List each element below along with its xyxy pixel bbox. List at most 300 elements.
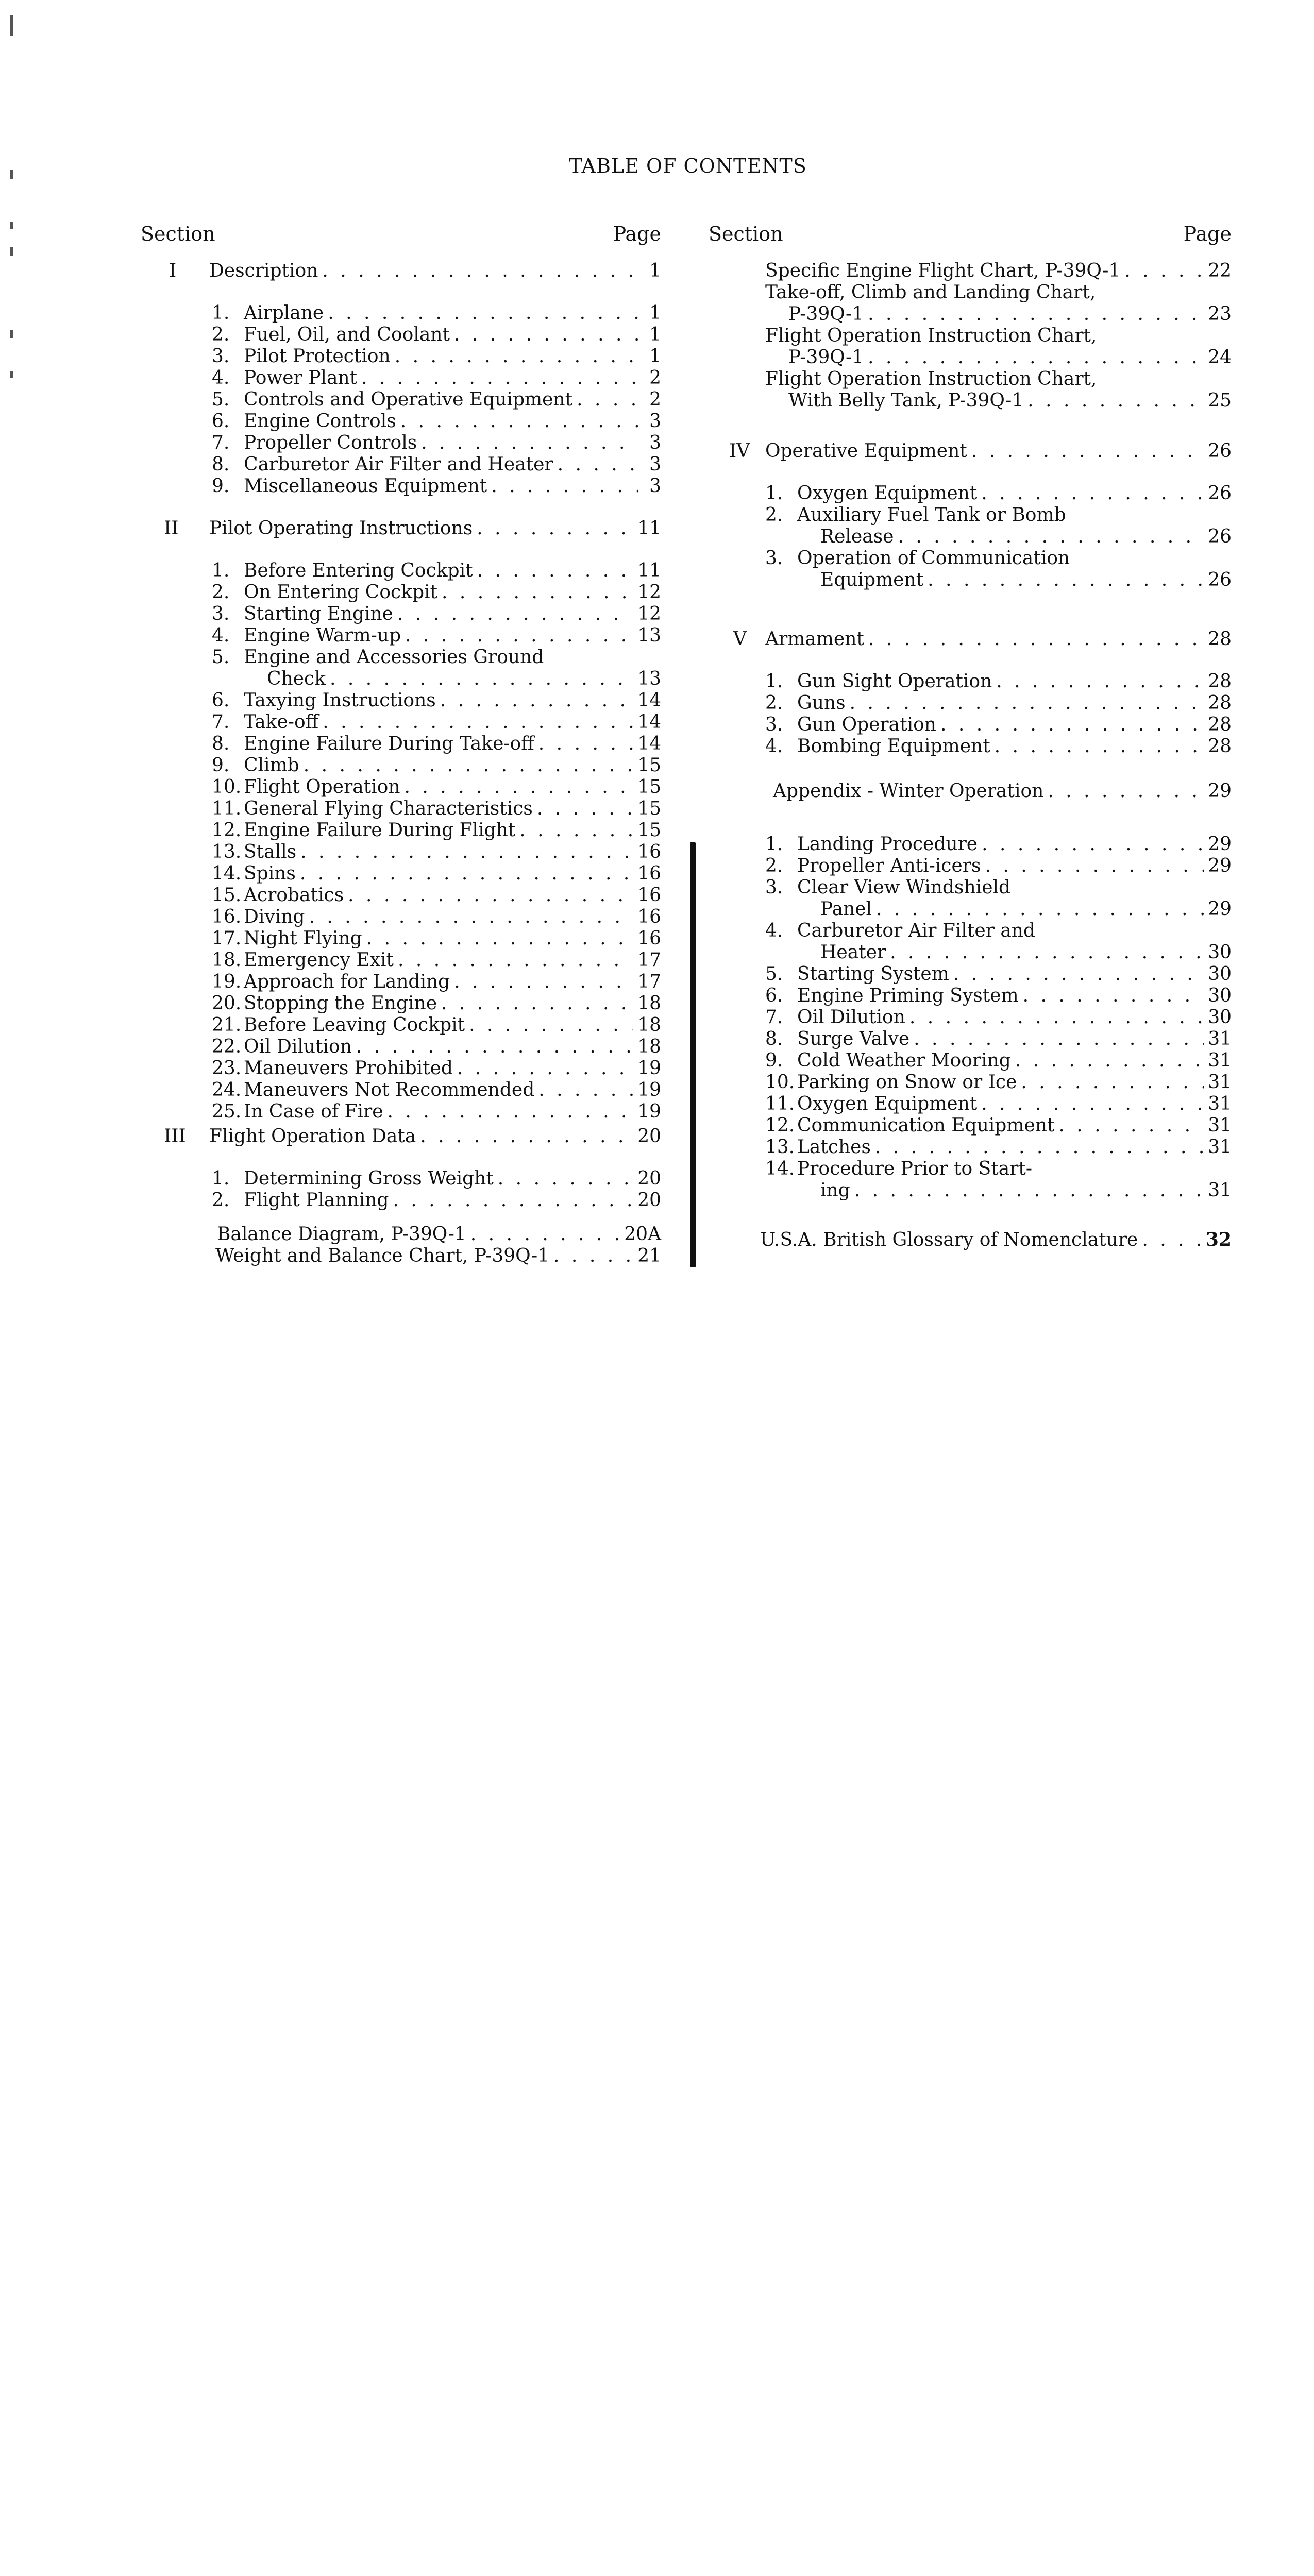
entry-title: Miscellaneous Equipment [244,476,487,497]
entry-page: 31 [1208,1072,1232,1093]
entry-page: 2 [649,367,661,388]
dot-leader [323,711,633,733]
entry-title-continued: Heater [820,942,886,963]
page-header: Page [1183,223,1232,245]
entry-page: 30 [1208,942,1232,963]
entry-title: Cold Weather Mooring [797,1050,1011,1071]
entry-title: With Belly Tank, P-39Q-1 [788,390,1024,411]
toc-entry[interactable] [212,1168,661,1190]
toc-entry[interactable] [212,1079,661,1101]
entry-number: 3. [212,603,230,624]
dot-leader [440,690,633,711]
entry-page: 28 [1208,736,1232,757]
entry-title: On Entering Cockpit [244,582,437,603]
entry-title: Approach for Landing [244,971,450,992]
toc-entry-continuation[interactable] [820,942,1232,963]
entry-title: Acrobatics [244,885,344,906]
toc-entry[interactable] [765,877,1232,899]
entry-title: Communication Equipment [797,1115,1055,1136]
entry-title: Auxiliary Fuel Tank or Bomb [797,504,1066,526]
entry-number: 18. [212,950,242,971]
toc-entry[interactable] [765,1137,1232,1158]
entry-number: 14. [212,863,242,884]
toc-entry[interactable] [765,504,1232,526]
entry-number: 4. [212,625,230,646]
entry-number: 8. [765,1028,783,1049]
dot-leader [940,714,1204,736]
toc-entry[interactable] [212,582,661,603]
toc-entry[interactable] [212,603,661,625]
toc-entry[interactable] [765,834,1232,855]
dot-leader [442,582,633,603]
entry-number: 2. [212,1190,230,1211]
entry-number: 2. [765,855,783,876]
toc-entry[interactable] [212,432,661,454]
entry-page: 29 [1208,834,1232,855]
toc-entry[interactable] [765,1028,1232,1050]
entry-number: 11. [212,798,242,819]
entry-page: 32 [1205,1229,1232,1250]
entry-number: 9. [765,1050,783,1071]
dot-leader [477,560,634,582]
toc-entry[interactable] [209,1126,661,1147]
toc-entry[interactable] [212,755,661,776]
entry-page: 16 [637,928,661,949]
entry-page: 14 [637,690,661,711]
dot-leader [981,483,1204,504]
section-header: Section [141,223,215,245]
toc-entry[interactable] [212,690,661,711]
entry-page: 11 [637,518,661,539]
entry-page: 1 [649,302,661,324]
dot-leader [577,389,638,411]
entry-title: Maneuvers Not Recommended [244,1079,535,1100]
entry-number: 9. [212,755,230,776]
entry-title: Latches [797,1137,871,1158]
toc-entry[interactable] [765,1115,1232,1137]
entry-page: 17 [637,971,661,992]
entry-page: 1 [649,346,661,367]
entry-number: 3. [765,714,783,735]
entry-page: 28 [1208,714,1232,735]
entry-title: Flight Operation [244,776,400,798]
entry-title: Gun Operation [797,714,936,735]
entry-title: Spins [244,863,296,884]
toc-entry[interactable] [765,920,1232,942]
entry-number: 13. [765,1137,795,1158]
dot-leader [300,863,633,885]
dot-leader [909,1007,1204,1028]
entry-number: 1. [765,671,783,692]
toc-entry-continuation[interactable] [820,1180,1232,1201]
entry-number: 1. [765,483,783,504]
entry-title: Parking on Snow or Ice [797,1072,1017,1093]
entry-title: Diving [244,906,305,927]
dot-leader [1142,1229,1202,1251]
toc-entry[interactable] [765,714,1232,736]
chart-entry[interactable] [788,390,1232,412]
dot-leader [300,841,633,863]
toc-entry[interactable] [212,647,661,668]
dot-leader [309,906,633,928]
entry-page: 3 [649,411,661,432]
entry-page: 1 [649,324,661,345]
entry-page: 2 [649,389,661,410]
entry-page: 30 [1208,963,1232,985]
toc-entry[interactable] [212,454,661,476]
dot-leader [361,367,638,389]
entry-page: 26 [1208,526,1232,547]
entry-page: 19 [637,1058,661,1079]
toc-entry[interactable] [209,518,661,539]
dot-leader [985,855,1204,877]
toc-entry[interactable] [215,1245,661,1267]
page-header: Page [613,223,661,245]
entry-title: P-39Q-1 [788,303,864,325]
entry-title: Engine Priming System [797,985,1019,1006]
toc-entry[interactable] [212,863,661,885]
toc-entry[interactable] [765,963,1232,985]
entry-page: 31 [1208,1137,1232,1158]
entry-page: 13 [637,668,661,689]
entry-page: 28 [1208,629,1232,650]
entry-page: 26 [1208,569,1232,590]
entry-page: 3 [649,432,661,453]
entry-page: 31 [1208,1180,1232,1201]
dot-leader [441,993,633,1014]
dot-leader [995,736,1204,757]
entry-page: 24 [1208,347,1232,368]
dot-leader [537,798,633,820]
entry-number: 15. [212,885,242,906]
toc-entry[interactable] [765,548,1232,569]
dot-leader [996,671,1204,692]
dot-leader [454,324,638,346]
entry-title: Take-off [244,711,319,733]
toc-entry[interactable] [765,440,1232,462]
entry-title: Stalls [244,841,297,862]
entry-number: 23. [212,1058,242,1079]
page-title: TABLE OF CONTENTS [569,155,807,177]
entry-number: 3. [765,548,783,569]
dot-leader [393,1190,633,1211]
entry-number: 1. [212,560,230,581]
entry-page: 15 [637,755,661,776]
entry-page: 12 [637,603,661,624]
entry-number: 12. [212,820,242,841]
toc-entry[interactable] [212,820,661,841]
entry-page: 29 [1208,855,1232,876]
entry-title: Airplane [244,302,324,324]
entry-title: Oil Dilution [244,1036,352,1057]
toc-entry[interactable] [212,1058,661,1079]
dot-leader [477,518,633,539]
entry-page: 16 [637,841,661,862]
entry-page: 28 [1208,692,1232,714]
dot-leader [890,942,1204,963]
toc-entry[interactable] [212,776,661,798]
dot-leader [868,629,1204,650]
toc-entry[interactable] [212,711,661,733]
entry-number: 4. [765,920,783,941]
entry-number: 21. [212,1014,242,1036]
dot-leader [538,733,633,755]
toc-entry[interactable] [212,625,661,647]
entry-number: 6. [765,985,783,1006]
dot-leader [398,950,633,971]
dot-leader [405,625,633,647]
entry-page: 15 [637,820,661,841]
dot-leader [1058,1115,1204,1137]
entry-title: Flight Planning [244,1190,389,1211]
entry-title: Specific Engine Flight Chart, P-39Q-1 [765,260,1121,281]
toc-entry[interactable] [212,367,661,389]
entry-page: 17 [637,950,661,971]
entry-number: 8. [212,454,230,475]
toc-entry[interactable] [765,629,1232,650]
dot-leader [1048,781,1204,802]
entry-number: 25. [212,1101,242,1122]
dot-leader [868,303,1204,325]
dot-leader [928,569,1204,591]
dot-leader [397,603,633,625]
entry-title-continued: Panel [820,899,872,920]
section-numeral: IV [729,440,750,462]
toc-entry[interactable] [765,1158,1232,1180]
dot-leader [304,755,633,776]
entry-page: 16 [637,906,661,927]
entry-number: 9. [212,476,230,497]
dot-leader [876,899,1204,920]
toc-entry[interactable] [212,950,661,971]
entry-title: Propeller Controls [244,432,417,453]
toc-entry[interactable] [212,928,661,950]
section-header: Section [709,223,783,245]
entry-number: 7. [212,432,230,453]
entry-title: Oxygen Equipment [797,1093,978,1114]
entry-title: Maneuvers Prohibited [244,1058,453,1079]
entry-page: 15 [637,776,661,798]
entry-page: 20 [637,1126,661,1147]
toc-entry[interactable] [212,302,661,324]
dot-leader [868,347,1204,368]
chart-entry[interactable] [788,303,1232,325]
chart-entry-title[interactable]: Take-off, Climb and Landing Chart, [765,282,1096,303]
entry-title-continued: Check [267,668,326,689]
toc-entry[interactable] [212,324,661,346]
entry-page: 30 [1208,1007,1232,1028]
toc-entry[interactable] [212,1014,661,1036]
toc-entry[interactable] [765,483,1232,504]
toc-entry[interactable] [212,476,661,497]
entry-number: 2. [765,692,783,714]
toc-entry[interactable] [765,1007,1232,1028]
dot-leader [366,928,633,950]
entry-page: 1 [649,260,661,281]
entry-page: 14 [637,711,661,733]
section-numeral: V [733,629,747,650]
toc-entry-continuation[interactable] [820,526,1232,548]
toc-entry[interactable] [212,733,661,755]
toc-entry[interactable] [212,389,661,411]
entry-page: 16 [637,885,661,906]
dot-leader [519,820,633,841]
entry-page: 18 [637,1036,661,1057]
entry-title: General Flying Characteristics [244,798,533,819]
dot-leader [558,454,638,476]
entry-title: Description [209,260,318,281]
entry-number: 2. [212,324,230,345]
entry-page: 11 [637,560,661,581]
entry-page: 30 [1208,985,1232,1006]
entry-title: Stopping the Engine [244,993,437,1014]
toc-entry[interactable] [765,671,1232,692]
toc-entry[interactable] [212,1036,661,1058]
toc-entry[interactable] [765,985,1232,1007]
toc-entry[interactable] [765,1050,1232,1072]
entry-number: 10. [212,776,242,798]
dot-leader [470,1224,620,1245]
toc-entry-continuation[interactable] [820,569,1232,591]
entry-number: 4. [765,736,783,757]
entry-title: Engine Warm-up [244,625,401,646]
entry-number: 1. [212,302,230,324]
toc-entry[interactable] [212,841,661,863]
entry-number: 5. [765,963,783,985]
entry-page: 21 [637,1245,661,1266]
toc-entry[interactable] [760,1229,1232,1251]
toc-entry[interactable] [765,692,1232,714]
entry-page: 14 [637,733,661,754]
chart-entry[interactable] [765,260,1232,282]
toc-entry[interactable] [209,260,661,282]
toc-entry[interactable] [773,781,1232,802]
entry-title-continued: Equipment [820,569,924,590]
toc-entry[interactable] [765,1093,1232,1115]
chart-entry[interactable] [788,347,1232,368]
entry-number: 2. [765,504,783,526]
toc-entry[interactable] [217,1224,661,1245]
entry-title: Procedure Prior to Start- [797,1158,1033,1179]
entry-page: 26 [1208,440,1232,462]
toc-entry-continuation[interactable] [820,899,1232,920]
scan-margin-marks [10,15,31,1510]
section-numeral: II [164,518,179,539]
dot-leader [498,1168,633,1190]
entry-number: 10. [765,1072,795,1093]
entry-title: Climb [244,755,299,776]
entry-number: 13. [212,841,242,862]
entry-page: 3 [649,454,661,475]
dot-leader [395,346,638,367]
entry-title: Engine Failure During Flight [244,820,516,841]
entry-title: Armament [765,629,864,650]
dot-leader [330,668,633,690]
entry-page: 29 [1208,781,1232,802]
entry-title: Power Plant [244,367,358,388]
toc-entry[interactable] [212,1101,661,1123]
entry-page: 15 [637,798,661,819]
entry-number: 8. [212,733,230,754]
entry-title: Oil Dilution [797,1007,905,1028]
section-numeral: III [164,1126,186,1147]
dot-leader [356,1036,633,1058]
entry-number: 5. [212,647,230,668]
toc-entry[interactable] [765,736,1232,757]
entry-title: Oxygen Equipment [797,483,978,504]
entry-title: Starting System [797,963,949,985]
entry-number: 6. [212,411,230,432]
entry-number: 11. [765,1093,795,1114]
entry-title: Gun Sight Operation [797,671,992,692]
dot-leader [405,776,634,798]
entry-title: Bombing Equipment [797,736,990,757]
toc-entry[interactable] [212,560,661,582]
entry-page: 20 [637,1168,661,1189]
dot-leader [854,1180,1204,1201]
toc-entry[interactable] [212,971,661,993]
toc-entry[interactable] [212,906,661,928]
entry-number: 19. [212,971,242,992]
toc-entry[interactable] [765,1072,1232,1093]
entry-title: In Case of Fire [244,1101,383,1122]
dot-leader [491,476,638,497]
entry-number: 14. [765,1158,795,1179]
entry-title: Controls and Operative Equipment [244,389,573,410]
entry-title: Propeller Anti-icers [797,855,981,876]
entry-title: Weight and Balance Chart, P-39Q-1 [215,1245,550,1266]
toc-entry[interactable] [212,411,661,432]
entry-title: U.S.A. British Glossary of Nomenclature [760,1229,1138,1250]
chart-entry-title[interactable]: Flight Operation Instruction Chart, [765,368,1097,389]
entry-page: 23 [1208,303,1232,325]
entry-title: Taxying Instructions [244,690,436,711]
entry-title: Landing Procedure [797,834,978,855]
toc-entry[interactable] [212,885,661,906]
toc-entry[interactable] [212,993,661,1014]
entry-number: 7. [765,1007,783,1028]
toc-entry-continuation[interactable] [267,668,661,690]
entry-title: Operative Equipment [765,440,967,462]
dot-leader [914,1028,1204,1050]
entry-page: 26 [1208,483,1232,504]
dot-leader [454,971,633,993]
toc-entry[interactable] [765,855,1232,877]
entry-title: Engine Failure During Take-off [244,733,534,754]
entry-number: 1. [765,834,783,855]
dot-leader [1124,260,1204,282]
entry-number: 3. [765,877,783,898]
entry-page: 31 [1208,1050,1232,1071]
entry-number: 2. [212,582,230,603]
toc-entry[interactable] [212,346,661,367]
chart-entry-title[interactable]: Flight Operation Instruction Chart, [765,325,1097,346]
dot-leader [982,834,1204,855]
entry-title-continued: ing [820,1180,850,1201]
toc-entry[interactable] [212,1190,661,1211]
entry-page: 20A [624,1224,661,1245]
toc-entry[interactable] [212,798,661,820]
entry-number: 6. [212,690,230,711]
dot-leader [400,411,638,432]
entry-number: 12. [765,1115,795,1136]
dot-leader [469,1014,633,1036]
entry-title: Surge Valve [797,1028,910,1049]
revision-bar [690,842,696,1267]
dot-leader [457,1058,633,1079]
entry-number: 5. [212,389,230,410]
entry-title-continued: Release [820,526,894,547]
